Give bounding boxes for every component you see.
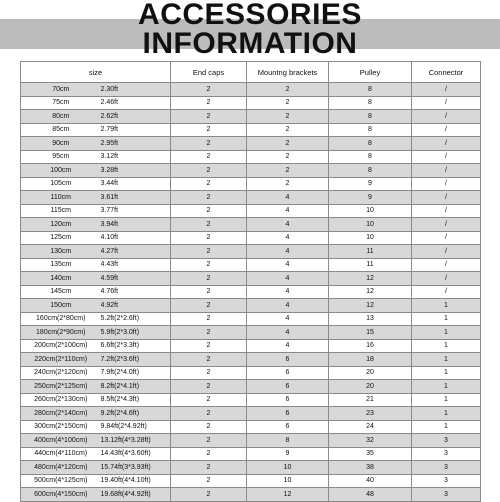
cell-size-metric: 300cm(2*150cm) xyxy=(21,420,101,434)
cell-size-imperial: 3.44ft xyxy=(101,177,171,191)
cell-mounting-brackets: 4 xyxy=(247,339,329,353)
table-row xyxy=(21,366,481,380)
cell-size-imperial: 2.95ft xyxy=(101,137,171,151)
cell-connector: / xyxy=(412,164,481,178)
cell-pulley: 23 xyxy=(329,407,412,421)
cell-mounting-brackets: 6 xyxy=(247,366,329,380)
cell-size-metric: 160cm(2*80cm) xyxy=(21,312,101,326)
page-title xyxy=(0,0,500,58)
cell-size-imperial: 4.43ft xyxy=(101,258,171,272)
cell-size-imperial: 2.79ft xyxy=(101,123,171,137)
table-row xyxy=(21,312,481,326)
cell-end-caps: 2 xyxy=(171,272,247,286)
cell-size-imperial: 19.68ft(4*4.92ft) xyxy=(101,488,171,502)
cell-end-caps: 2 xyxy=(171,299,247,313)
table-row xyxy=(21,164,481,178)
cell-end-caps: 2 xyxy=(171,245,247,259)
cell-end-caps: 2 xyxy=(171,218,247,232)
cell-pulley: 40 xyxy=(329,474,412,488)
table-row xyxy=(21,137,481,151)
cell-mounting-brackets: 10 xyxy=(247,461,329,475)
cell-size-metric: 125cm xyxy=(21,231,101,245)
cell-size-metric: 115cm xyxy=(21,204,101,218)
table-row xyxy=(21,150,481,164)
cell-size-imperial: 3.12ft xyxy=(101,150,171,164)
cell-size-metric: 280cm(2*140cm) xyxy=(21,407,101,421)
cell-end-caps: 2 xyxy=(171,407,247,421)
cell-connector: 1 xyxy=(412,380,481,394)
table-row xyxy=(21,326,481,340)
cell-end-caps: 2 xyxy=(171,204,247,218)
cell-end-caps: 2 xyxy=(171,434,247,448)
cell-mounting-brackets: 4 xyxy=(247,231,329,245)
cell-pulley: 48 xyxy=(329,488,412,502)
cell-end-caps: 2 xyxy=(171,96,247,110)
cell-pulley: 15 xyxy=(329,326,412,340)
cell-size-metric: 90cm xyxy=(21,137,101,151)
cell-pulley: 9 xyxy=(329,177,412,191)
table-row xyxy=(21,299,481,313)
header-pulley: Pulley xyxy=(329,62,412,83)
cell-end-caps: 2 xyxy=(171,326,247,340)
cell-size-imperial: 5.2ft(2*2.6ft) xyxy=(101,312,171,326)
cell-end-caps: 2 xyxy=(171,164,247,178)
cell-end-caps: 2 xyxy=(171,137,247,151)
cell-size-imperial: 19.40ft(4*4.10ft) xyxy=(101,474,171,488)
cell-connector: 1 xyxy=(412,420,481,434)
cell-connector: 3 xyxy=(412,461,481,475)
table-row xyxy=(21,434,481,448)
cell-mounting-brackets: 2 xyxy=(247,137,329,151)
cell-size-imperial: 13.12ft(4*3.28ft) xyxy=(101,434,171,448)
cell-end-caps: 2 xyxy=(171,393,247,407)
cell-size-metric: 105cm xyxy=(21,177,101,191)
cell-connector: 1 xyxy=(412,353,481,367)
cell-size-imperial: 15.74ft(3*3.93ft) xyxy=(101,461,171,475)
cell-size-imperial: 14.43ft(4*3.60ft) xyxy=(101,447,171,461)
cell-mounting-brackets: 6 xyxy=(247,420,329,434)
cell-end-caps: 2 xyxy=(171,191,247,205)
cell-connector: 1 xyxy=(412,407,481,421)
cell-size-metric: 85cm xyxy=(21,123,101,137)
cell-size-metric: 180cm(2*90cm) xyxy=(21,326,101,340)
table-row xyxy=(21,191,481,205)
table-row xyxy=(21,339,481,353)
cell-size-metric: 250cm(2*125cm) xyxy=(21,380,101,394)
cell-size-imperial: 4.76ft xyxy=(101,285,171,299)
cell-end-caps: 2 xyxy=(171,420,247,434)
cell-end-caps: 2 xyxy=(171,461,247,475)
cell-end-caps: 2 xyxy=(171,488,247,502)
cell-mounting-brackets: 4 xyxy=(247,326,329,340)
cell-connector: / xyxy=(412,137,481,151)
cell-mounting-brackets: 4 xyxy=(247,218,329,232)
cell-end-caps: 2 xyxy=(171,150,247,164)
cell-size-metric: 600cm(4*150cm) xyxy=(21,488,101,502)
cell-size-imperial: 3.77ft xyxy=(101,204,171,218)
cell-mounting-brackets: 4 xyxy=(247,272,329,286)
cell-connector: / xyxy=(412,177,481,191)
cell-mounting-brackets: 12 xyxy=(247,488,329,502)
cell-pulley: 18 xyxy=(329,353,412,367)
cell-size-metric: 140cm xyxy=(21,272,101,286)
cell-connector: / xyxy=(412,204,481,218)
cell-size-metric: 440cm(4*110cm) xyxy=(21,447,101,461)
header-mounting-brackets: Mountng brackets xyxy=(247,62,329,83)
cell-size-imperial: 8.2ft(2*4.1ft) xyxy=(101,380,171,394)
cell-pulley: 35 xyxy=(329,447,412,461)
cell-size-imperial: 7.2ft(2*3.6ft) xyxy=(101,353,171,367)
cell-size-metric: 120cm xyxy=(21,218,101,232)
cell-pulley: 12 xyxy=(329,285,412,299)
cell-size-imperial: 7.9ft(2*4.0ft) xyxy=(101,366,171,380)
cell-size-imperial: 2.30ft xyxy=(101,83,171,97)
cell-pulley: 8 xyxy=(329,137,412,151)
table-row xyxy=(21,380,481,394)
cell-connector: / xyxy=(412,123,481,137)
cell-pulley: 9 xyxy=(329,191,412,205)
cell-size-imperial: 4.27ft xyxy=(101,245,171,259)
cell-size-metric: 110cm xyxy=(21,191,101,205)
cell-pulley: 21 xyxy=(329,393,412,407)
cell-mounting-brackets: 2 xyxy=(247,164,329,178)
cell-mounting-brackets: 6 xyxy=(247,380,329,394)
cell-size-imperial: 4.92ft xyxy=(101,299,171,313)
cell-end-caps: 2 xyxy=(171,474,247,488)
cell-mounting-brackets: 2 xyxy=(247,177,329,191)
table-row xyxy=(21,488,481,502)
table-row xyxy=(21,258,481,272)
cell-size-imperial: 5.9ft(2*3.0ft) xyxy=(101,326,171,340)
table-row xyxy=(21,110,481,124)
cell-size-metric: 95cm xyxy=(21,150,101,164)
cell-size-metric: 500cm(4*125cm) xyxy=(21,474,101,488)
cell-pulley: 32 xyxy=(329,434,412,448)
table-row xyxy=(21,393,481,407)
cell-connector: 3 xyxy=(412,474,481,488)
table-row xyxy=(21,245,481,259)
cell-mounting-brackets: 2 xyxy=(247,83,329,97)
cell-mounting-brackets: 4 xyxy=(247,258,329,272)
cell-connector: 1 xyxy=(412,393,481,407)
cell-size-metric: 130cm xyxy=(21,245,101,259)
header-end-caps: End caps xyxy=(171,62,247,83)
cell-mounting-brackets: 4 xyxy=(247,204,329,218)
cell-connector: / xyxy=(412,191,481,205)
cell-pulley: 16 xyxy=(329,339,412,353)
cell-size-metric: 80cm xyxy=(21,110,101,124)
cell-connector: 3 xyxy=(412,447,481,461)
table-row xyxy=(21,177,481,191)
cell-mounting-brackets: 8 xyxy=(247,434,329,448)
cell-size-imperial: 4.59ft xyxy=(101,272,171,286)
cell-pulley: 13 xyxy=(329,312,412,326)
cell-connector: / xyxy=(412,245,481,259)
cell-mounting-brackets: 6 xyxy=(247,393,329,407)
cell-size-imperial: 8.5ft(2*4.3ft) xyxy=(101,393,171,407)
cell-pulley: 12 xyxy=(329,299,412,313)
cell-size-imperial: 2.62ft xyxy=(101,110,171,124)
table-row xyxy=(21,407,481,421)
cell-end-caps: 2 xyxy=(171,447,247,461)
accessories-table xyxy=(20,61,481,502)
cell-mounting-brackets: 10 xyxy=(247,474,329,488)
cell-size-imperial: 9.2ft(2*4.6ft) xyxy=(101,407,171,421)
cell-size-metric: 145cm xyxy=(21,285,101,299)
cell-size-imperial: 9.84ft(2*4.92ft) xyxy=(101,420,171,434)
table-row xyxy=(21,447,481,461)
table-row xyxy=(21,83,481,97)
cell-end-caps: 2 xyxy=(171,285,247,299)
cell-size-metric: 240cm(2*120cm) xyxy=(21,366,101,380)
cell-mounting-brackets: 4 xyxy=(247,245,329,259)
cell-size-metric: 260cm(2*130cm) xyxy=(21,393,101,407)
cell-connector: / xyxy=(412,150,481,164)
cell-mounting-brackets: 4 xyxy=(247,299,329,313)
cell-size-metric: 200cm(2*100cm) xyxy=(21,339,101,353)
table-row xyxy=(21,96,481,110)
cell-connector: / xyxy=(412,258,481,272)
cell-mounting-brackets: 4 xyxy=(247,191,329,205)
cell-connector: 1 xyxy=(412,299,481,313)
title-line-1: ACCESSORIES xyxy=(138,0,362,31)
header-connector: Connector xyxy=(412,62,481,83)
cell-pulley: 38 xyxy=(329,461,412,475)
cell-end-caps: 2 xyxy=(171,366,247,380)
cell-size-metric: 135cm xyxy=(21,258,101,272)
cell-size-metric: 220cm(2*110cm) xyxy=(21,353,101,367)
cell-pulley: 11 xyxy=(329,258,412,272)
table-row xyxy=(21,420,481,434)
cell-pulley: 10 xyxy=(329,218,412,232)
cell-mounting-brackets: 6 xyxy=(247,353,329,367)
cell-pulley: 20 xyxy=(329,366,412,380)
cell-connector: / xyxy=(412,110,481,124)
cell-size-imperial: 4.10ft xyxy=(101,231,171,245)
title-line-2: INFORMATION xyxy=(142,27,358,60)
cell-connector: 1 xyxy=(412,339,481,353)
table-row xyxy=(21,231,481,245)
cell-pulley: 8 xyxy=(329,123,412,137)
table-row xyxy=(21,123,481,137)
cell-mounting-brackets: 2 xyxy=(247,96,329,110)
table-header-row xyxy=(21,62,481,83)
cell-size-metric: 150cm xyxy=(21,299,101,313)
table-row xyxy=(21,461,481,475)
cell-size-metric: 75cm xyxy=(21,96,101,110)
cell-connector: 1 xyxy=(412,366,481,380)
cell-mounting-brackets: 2 xyxy=(247,150,329,164)
cell-connector: 3 xyxy=(412,488,481,502)
cell-end-caps: 2 xyxy=(171,231,247,245)
cell-connector: / xyxy=(412,218,481,232)
cell-connector: / xyxy=(412,231,481,245)
cell-size-metric: 400cm(4*100cm) xyxy=(21,434,101,448)
cell-mounting-brackets: 4 xyxy=(247,285,329,299)
cell-end-caps: 2 xyxy=(171,353,247,367)
cell-mounting-brackets: 6 xyxy=(247,407,329,421)
cell-size-metric: 70cm xyxy=(21,83,101,97)
table-row xyxy=(21,285,481,299)
cell-connector: / xyxy=(412,83,481,97)
cell-end-caps: 2 xyxy=(171,83,247,97)
cell-pulley: 8 xyxy=(329,150,412,164)
cell-size-imperial: 2.46ft xyxy=(101,96,171,110)
cell-connector: 3 xyxy=(412,434,481,448)
cell-mounting-brackets: 2 xyxy=(247,123,329,137)
cell-end-caps: 2 xyxy=(171,380,247,394)
table-row xyxy=(21,353,481,367)
cell-connector: / xyxy=(412,285,481,299)
table-body xyxy=(21,83,481,502)
cell-pulley: 10 xyxy=(329,231,412,245)
cell-pulley: 11 xyxy=(329,245,412,259)
cell-pulley: 20 xyxy=(329,380,412,394)
cell-end-caps: 2 xyxy=(171,312,247,326)
cell-size-imperial: 3.61ft xyxy=(101,191,171,205)
cell-end-caps: 2 xyxy=(171,123,247,137)
table-row xyxy=(21,272,481,286)
cell-size-imperial: 6.6ft(2*3.3ft) xyxy=(101,339,171,353)
cell-pulley: 12 xyxy=(329,272,412,286)
cell-end-caps: 2 xyxy=(171,110,247,124)
cell-end-caps: 2 xyxy=(171,258,247,272)
cell-end-caps: 2 xyxy=(171,177,247,191)
cell-size-imperial: 3.28ft xyxy=(101,164,171,178)
cell-mounting-brackets: 2 xyxy=(247,110,329,124)
cell-size-metric: 480cm(4*120cm) xyxy=(21,461,101,475)
cell-size-imperial: 3.94ft xyxy=(101,218,171,232)
cell-size-metric: 100cm xyxy=(21,164,101,178)
cell-pulley: 8 xyxy=(329,110,412,124)
cell-pulley: 24 xyxy=(329,420,412,434)
cell-pulley: 8 xyxy=(329,96,412,110)
cell-mounting-brackets: 9 xyxy=(247,447,329,461)
header-size: size xyxy=(21,62,171,83)
cell-pulley: 8 xyxy=(329,164,412,178)
table-row xyxy=(21,204,481,218)
cell-pulley: 8 xyxy=(329,83,412,97)
table-row xyxy=(21,474,481,488)
cell-mounting-brackets: 4 xyxy=(247,312,329,326)
cell-end-caps: 2 xyxy=(171,339,247,353)
cell-connector: / xyxy=(412,272,481,286)
cell-pulley: 10 xyxy=(329,204,412,218)
cell-connector: / xyxy=(412,96,481,110)
table-row xyxy=(21,218,481,232)
cell-connector: 1 xyxy=(412,312,481,326)
cell-connector: 1 xyxy=(412,326,481,340)
